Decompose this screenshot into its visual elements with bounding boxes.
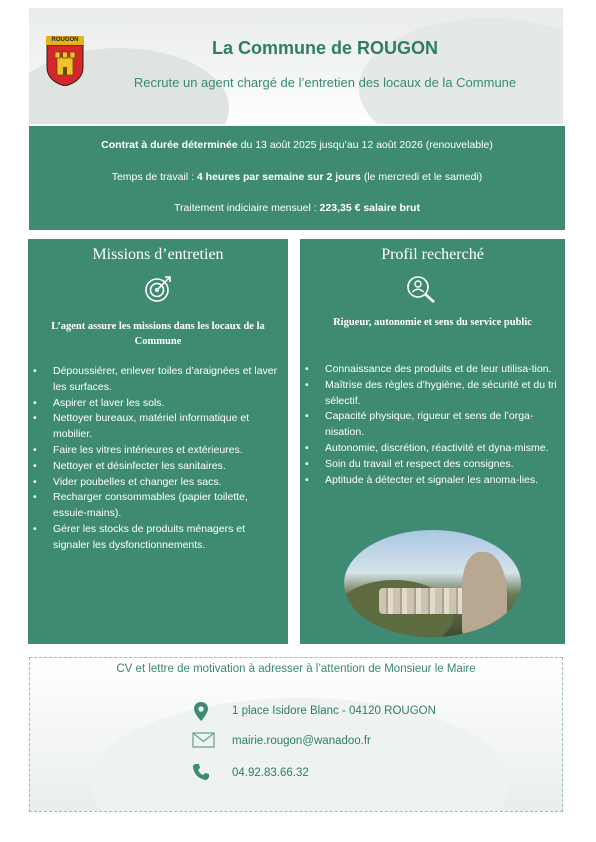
page-subtitle: Recrute un agent chargé de l’entretien des locaux de la Commune [133,75,517,90]
target-icon [144,275,172,303]
list-item: • Nettoyer bureaux, matériel informatique et mobilier. [33,411,283,443]
profil-list [305,362,560,488]
envelope-icon [192,731,216,749]
list-item: • Aspirer et laver les sols. [33,396,283,412]
list-item: • Maîtrise des règles d’hygiène, de sécurité et du tri sélectif. [305,378,560,410]
crest-label: ROUGON [46,36,84,45]
list-item: • Dépoussiérer, enlever toiles d’araignées et laver les surfaces. [33,364,283,396]
person-search-icon [406,275,436,303]
missions-title: Missions d’entretien [92,246,224,263]
email-link[interactable]: mairie.rougon@wanadoo.fr [232,735,371,747]
page-title: La Commune de ROUGON [211,38,439,58]
commune-crest [46,36,84,86]
contract-dates: Contrat à durée déterminée du 13 août 2025 jusqu’au 12 août 2026 (renouvelable) [101,139,493,151]
list-item: • Nettoyer et désinfecter les sanitaires. [33,459,283,475]
crest-shield-icon [46,45,84,86]
contract-hours: Temps de travail : 4 heures par semaine sur 2 jours (le mercredi et le samedi) [111,171,483,183]
missions-lead: L’agent assure les missions dans les locaux de la Commune [51,321,265,347]
village-photo [344,530,521,637]
list-item: • Gérer les stocks de produits ménagers et signaler les dysfonctionnements. [33,522,283,554]
contract-banner [29,126,565,230]
contact-box [29,657,563,812]
list-item: • Recharger consommables (papier toilette, essuie-mains). [33,490,283,522]
header-background [29,8,563,124]
list-item: • Aptitude à détecter et signaler les anoma-lies. [305,473,560,489]
missions-card [28,239,288,644]
list-item: • Connaissance des produits et de leur utilisa-tion. [305,362,560,378]
list-item: • Vider poubelles et changer les sacs. [33,475,283,491]
phone-text: 04.92.83.66.32 [232,767,309,779]
list-item: • Soin du travail et respect des consignes. [305,457,560,473]
contact-address [192,701,492,723]
list-item: • Capacité physique, rigueur et sens de l’orga-nisation. [305,409,560,441]
contact-email [192,731,492,753]
contact-phone [192,763,492,785]
missions-list [33,364,283,554]
background-hill [359,18,563,124]
phone-icon [192,763,210,781]
map-pin-icon [192,701,210,723]
list-item: • Autonomie, discrétion, réactivité et dyna-misme. [305,441,560,457]
address-text: 1 place Isidore Blanc - 04120 ROUGON [232,705,436,717]
profil-title: Profil recherché [381,246,484,263]
contact-heading: CV et lettre de motivation à adresser à l’attention de Monsieur le Maire [116,663,476,675]
profil-lead: Rigueur, autonomie et sens du service public [333,317,532,328]
list-item: • Faire les vitres intérieures et extérieures. [33,443,283,459]
contract-salary: Traitement indiciaire mensuel : 223,35 € salaire brut [174,202,420,214]
